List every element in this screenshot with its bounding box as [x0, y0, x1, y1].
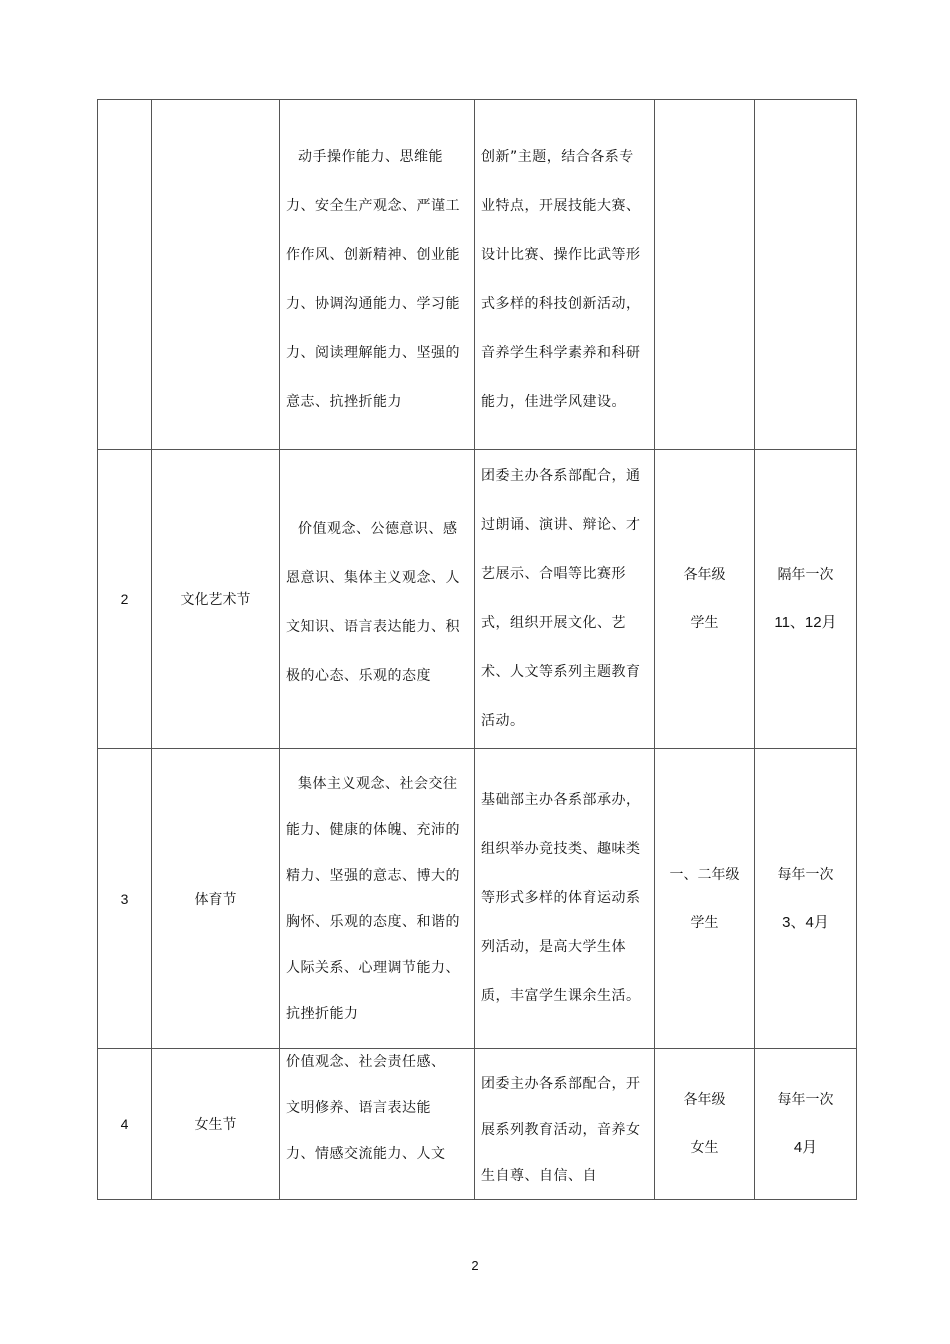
- page-number: 2: [471, 1258, 479, 1273]
- time-line: 隔年一次: [777, 567, 834, 583]
- time-line: 每年一次: [777, 866, 834, 883]
- time-line: 每年一次: [777, 1092, 834, 1108]
- time-line: 11、12月: [774, 614, 837, 631]
- grade-cell: [655, 749, 755, 1049]
- time-cell: [755, 100, 857, 450]
- row-number: 4: [98, 1049, 152, 1200]
- time-cell: [755, 1049, 857, 1200]
- grade-line: 女生: [690, 1140, 719, 1156]
- abilities-cell: 价值观念、社会责任感、 文明修养、语言表达能 力、情感交流能力、人文: [280, 1049, 475, 1200]
- row-number: [98, 100, 152, 450]
- time-line: 4月: [793, 1139, 818, 1156]
- grade-cell: [655, 100, 755, 450]
- row-number: 3: [98, 749, 152, 1049]
- table-row: [98, 450, 857, 749]
- grade-line: 一、二年级: [669, 866, 740, 883]
- table-row: [98, 749, 857, 1049]
- content-cell: 团委主办各系部配合，开 展系列教育活动，音养女 生自尊、自信、自: [475, 1049, 655, 1200]
- time-line: 3、4月: [782, 913, 829, 931]
- activity-name: 文化艺术节: [152, 450, 280, 749]
- grade-cell: [655, 1049, 755, 1200]
- grade-line: 各年级: [683, 1092, 726, 1108]
- grade-line: 学生: [690, 914, 719, 931]
- activity-name: [152, 100, 280, 450]
- time-cell: [755, 450, 857, 749]
- abilities-cell: 集体主义观念、社会交往 能力、健康的体魄、充沛的 精力、坚强的意志、博大的 胸怀、乐观的态度、和谐的 人际关系、心理调节能力、 抗挫折能力: [280, 749, 475, 1049]
- grade-cell: [655, 450, 755, 749]
- content-cell: 基础部主办各系部承办， 组织举办竞技类、趣味类 等形式多样的体育运动系 列活动，是高大学生体 质，丰富学生课余生活。: [475, 749, 655, 1049]
- time-cell: [755, 749, 857, 1049]
- activity-name: 女生节: [152, 1049, 280, 1200]
- table-row: [98, 1049, 857, 1200]
- row-number: 2: [98, 450, 152, 749]
- content-cell: 团委主办各系部配合，通 过朗诵、演讲、辩论、才 艺展示、合唱等比赛形 式，组织开展文化、艺 术、人文等系列主题教育 活动。: [475, 450, 655, 749]
- grade-line: 学生: [690, 615, 719, 631]
- activity-name: 体育节: [152, 749, 280, 1049]
- abilities-cell: 动手操作能力、思维能 力、安全生产观念、严谨工 作作风、创新精神、创业能 力、协调沟通能力、学习能 力、阅读理解能力、坚强的 意志、抗挫折能力: [280, 100, 475, 450]
- grade-line: 各年级: [683, 567, 726, 583]
- abilities-cell: 价值观念、公德意识、感 恩意识、集体主义观念、人 文知识、语言表达能力、积 极的心态、乐观的态度: [280, 450, 475, 749]
- table-row: [98, 100, 857, 450]
- activity-table: [97, 99, 857, 1200]
- content-cell: 创新”主题，结合各系专 业特点，开展技能大赛、 设计比赛、操作比武等形 式多样的科技创新活动， 音养学生科学素养和科研 能力，佳进学风建设。: [475, 100, 655, 450]
